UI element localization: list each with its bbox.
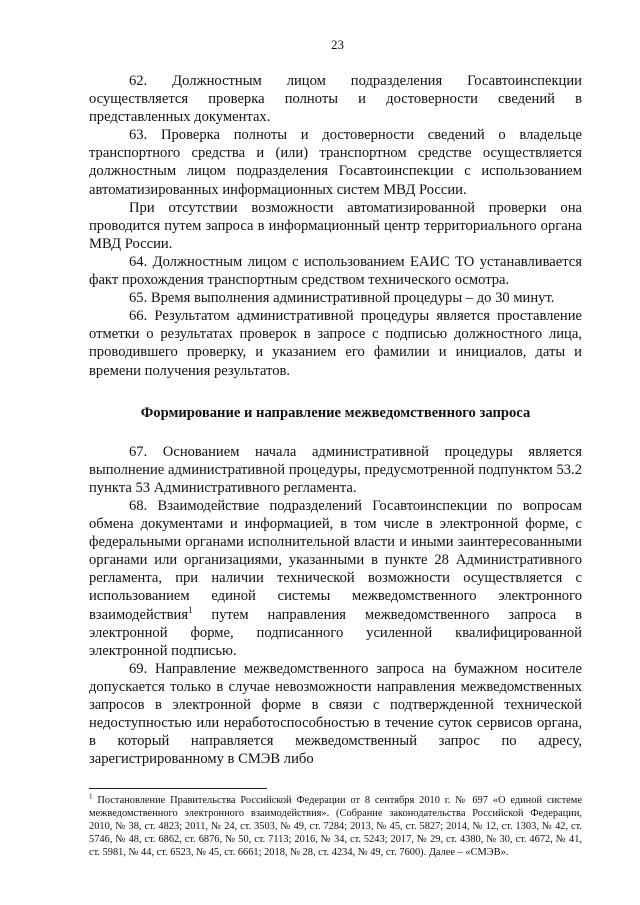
paragraph-69: 69. Направление межведомственного запроса на бумажном носителе допускается только в случае невозможности направления межведомственных запросов в электронной форме в связи с подтвержденной технической недоступностью или неработоспособностью в течение суток сервисов органа, в который направляется межведомственный запрос по адресу, зарегистрированному в СМЭВ либо <box>89 660 582 768</box>
paragraph-67: 67. Основанием начала административной процедуры является выполнение административной процедуры, предусмотренной подпунктом 53.2 пункта 53 Административного регламента. <box>89 443 582 496</box>
paragraph-63-continued: При отсутствии возможности автоматизированной проверки она проводится путем запроса в информационный центр территориального органа МВД России. <box>89 199 582 252</box>
paragraph-68-text: 68. Взаимодействие подразделений Госавтоинспекции по вопросам обмена документами и информацией, в том числе в электронной форме, с федеральными органами исполнительной власти и иными заинтересованными органами или организациями, указанными в пункте 28 Административного регламента, при наличии технической возможности осуществляется с использованием единой системы межведомственного электронного взаимодействия <box>89 497 582 623</box>
paragraph-62: 62. Должностным лицом подразделения Госавтоинспекции осуществляется проверка полноты и достоверности сведений в представленных документах. <box>89 73 582 126</box>
footnote-divider <box>89 788 267 789</box>
paragraph-66: 66. Результатом административной процедуры является проставление отметки о результатах проверок в запросе с подписью должностного лица, проводившего проверку, и указанием его фамилии и инициалов, даты и времени получения результатов. <box>89 308 582 379</box>
footnote <box>89 792 582 860</box>
paragraph-68-text-end: путем направления межведомственного запроса в электронной форме, подписанного усиленной квалифицированной электронной подписью. <box>89 606 582 659</box>
paragraph-65: 65. Время выполнения административной процедуры – до 30 минут. <box>129 290 555 307</box>
section-title: Формирование и направление межведомственного запроса <box>140 404 531 421</box>
document-body <box>89 72 582 768</box>
footnote-mark: 1 <box>89 792 93 801</box>
footnote-text: Постановление Правительства Российской Федерации от 8 сентября 2010 г. № 697 «О единой системе межведомственного электронного взаимодействия». (Собрание законодательства Российской Федерации, 2010, № 38, ст. 4823; 2011, № 24, ст. 3503, № 49, ст. 7284; 2013, № 45, ст. 5827; 2014, № 12, ст. 1303, № 42, ст. 5746, № 48, ст. 6862, ст. 6876, № 50, ст. 7113; 2016, № 34, ст. 5243; 2017, № 29, ст. 4380, № 30, ст. 4672, № 41, ст. 5981, № 44, ст. 6523, № 45, ст. 6661; 2018, № 28, ст. 4234, № 49, ст. 7600). Далее – «СМЭВ». <box>89 795 582 858</box>
paragraph-64: 64. Должностным лицом с использованием ЕАИС ТО устанавливается факт прохождения транспортным средством технического осмотра. <box>89 253 582 289</box>
paragraph-68 <box>89 497 582 660</box>
footnote-reference[interactable]: 1 <box>188 604 193 615</box>
page-number: 23 <box>331 37 344 52</box>
paragraph-63: 63. Проверка полноты и достоверности сведений о владельце транспортного средства и (или) транспортном средстве осуществляется должностным лицом подразделения Госавтоинспекции с использованием автоматизированных информационных систем МВД России. <box>89 127 582 198</box>
